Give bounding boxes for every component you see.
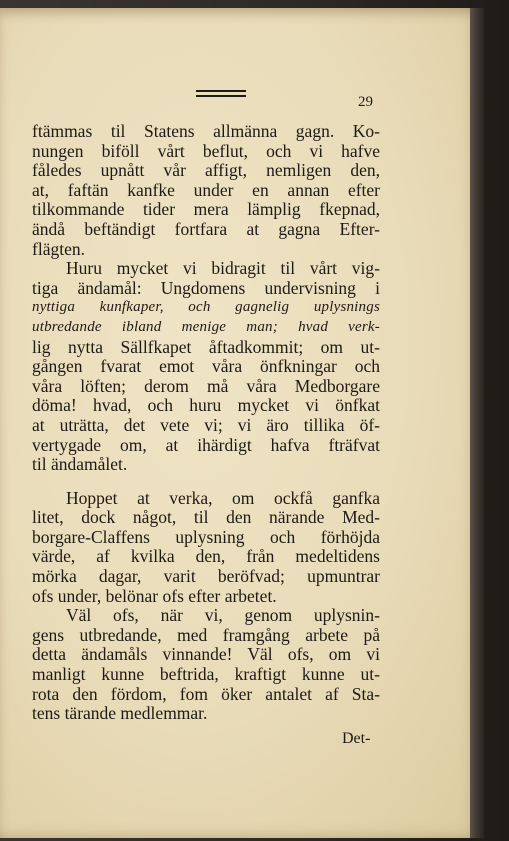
text-line: mörka dagar, varit beröfvad; upmuntrar [32,566,380,587]
text-line-italic: nyttiga kunfkaper, och gagnelig uplysnings [32,299,380,316]
text-line: Hoppet at verka, om ockfå ganfka [66,487,380,508]
text-line: tens tärande medlemmar. [32,703,208,724]
paragraph-gap [32,475,380,489]
text-line: döma! hvad, och huru mycket vi önfkat [32,395,380,416]
text-line: litet, dock något, til den närande Med- [32,507,380,528]
text-line: ofs under, belönar ofs efter arbetet. [32,585,277,606]
text-line: borgare-Claffens uplysning och förhöjda [32,526,380,547]
text-line: nungen biföll vårt beflut, och vi hafve [32,140,380,161]
text-line: Huru mycket vi bidragit til vårt vig- [66,258,380,279]
text-line: lig nytta Sällfkapet åftadkommit; om ut- [32,336,380,357]
book-page [0,8,484,838]
text-line-italic: utbredande ibland menige man; hvad verk- [32,318,380,335]
text-line: gens utbredande, med framgång arbete på [32,624,380,645]
paragraph-2 [32,259,380,475]
text-line: manligt kunne beftrida, kraftigt kunne ut- [32,664,380,685]
text-line: våra löften; derom må våra Medborgare [32,375,380,396]
text-line: vertygade om, at ihärdigt hafva fträfvat [32,434,380,455]
text-line: at uträtta, det vete vi; vi äro tillika öf- [32,414,380,435]
header-ornament-rule [196,90,246,97]
text-line: detta ändamåls vinnande! Väl ofs, om vi [32,644,380,665]
book-gutter-edge [470,8,484,838]
text-line: gången fvarat emot våra önfkningar och [32,356,380,377]
text-line: ftämmas til Statens allmänna gagn. Ko- [32,121,380,141]
text-line: rota den fördom, fom öker antalet af Sta- [32,683,380,704]
text-line: til ändamålet. [32,454,128,475]
text-line: Väl ofs, när vi, genom uplysnin- [66,605,380,626]
text-line: ändå beftändigt fortfara at gagna Efter- [32,218,380,239]
body-text [32,122,380,724]
paragraph-4 [32,606,380,724]
text-line: at, faftän kanfke under en annan efter [32,179,380,200]
paragraph-3 [32,489,380,607]
paragraph-1 [32,122,380,259]
text-line: värde, af kvilka den, från medeltidens [32,546,380,567]
text-line: flägten. [32,238,85,259]
catchword: Det- [342,730,371,747]
text-line: tiga ändamål: Ungdomens undervisning i [32,277,380,298]
text-line: fåledes upnått vår affigt, nemligen den, [32,160,380,181]
page-number: 29 [358,94,373,110]
text-line: tilkommande tider mera lämplig fkepnad, [32,199,380,220]
